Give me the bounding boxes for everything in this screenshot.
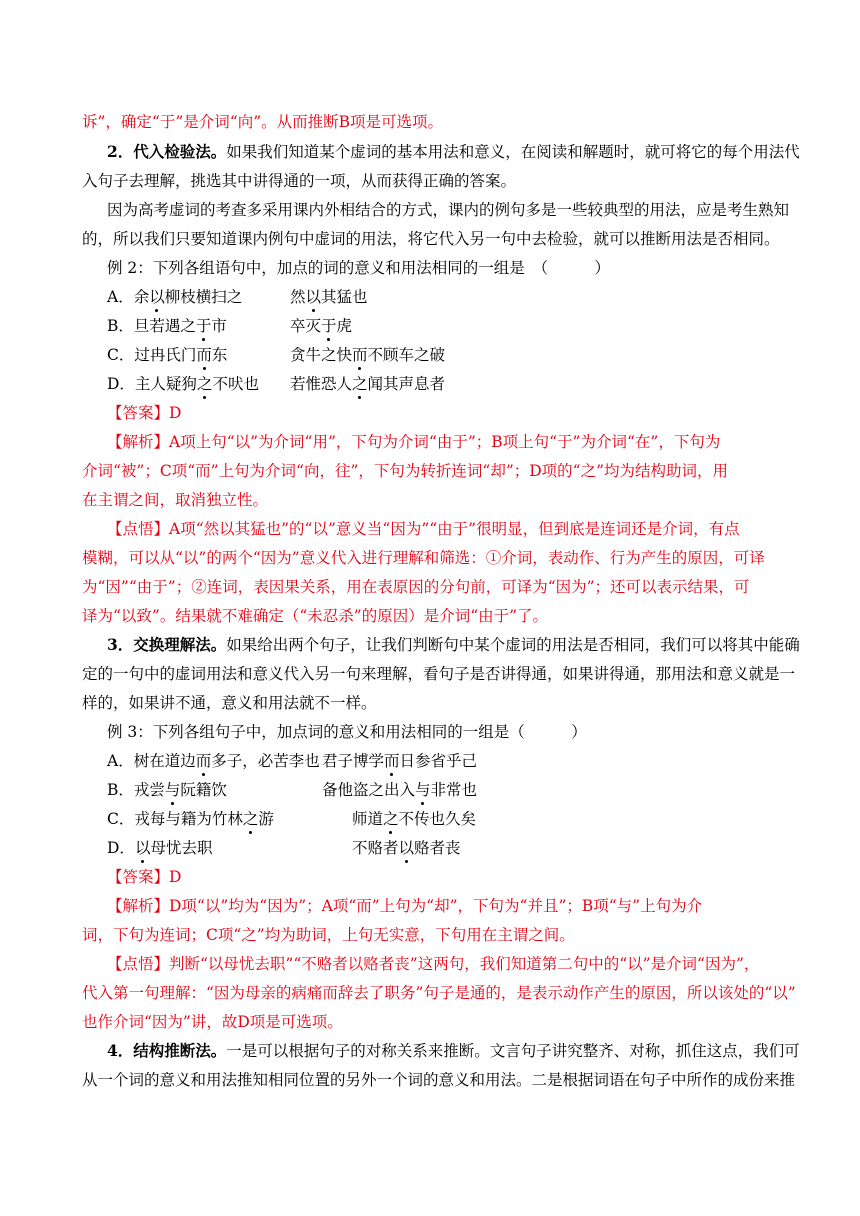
- ex3-answer: 【答案】D: [107, 868, 182, 886]
- emphasis-dot-char: 之: [352, 375, 368, 393]
- emphasis-dot-char: 以: [305, 288, 322, 306]
- emphasis-dot-char: 而: [384, 752, 400, 770]
- ex3-option-b-left: B．戎尝与阮籍饮: [107, 781, 227, 799]
- emphasis-dot-char: 之: [242, 810, 259, 828]
- ex3-option-a-right: 君子博学而日参省乎己: [322, 752, 478, 770]
- method-2-line-3: 因为高考虚词的考查多采用课内外相结合的方式，课内的例句多是一些较典型的用法，应是考生熟知: [107, 201, 790, 219]
- ex2-option-b-left: B．旦若遇之于市: [107, 317, 227, 335]
- emphasis-dot-char: 之: [196, 375, 213, 393]
- ex2-insight-line-1: 【点悟】A项“然以其猛也”的“以”意义当“因为”“由于”很明显，但到底是连词还是介词，有点: [107, 520, 740, 538]
- ex2-option-b-right: 卒灭于虎: [290, 317, 353, 335]
- emphasis-dot-char: 之: [383, 810, 399, 828]
- ex3-insight-line-2: 代入第一句理解：“因为母亲的病痛而辞去了职务”句子是通的，是表示动作产生的原因，所以该处的“以”: [82, 984, 796, 1002]
- emphasis-dot-char: 以: [398, 839, 415, 857]
- ex2-explanation-line-2: 介词“被”；C项“而”上句为介词“向，往”，下句为转折连词“却”；D项的“之”均为结构助词，用: [82, 462, 729, 480]
- method-4-line-1: 4．结构推断法。一是可以根据句子的对称关系来推断。文言句子讲究整齐、对称，抓住这点，我们可: [107, 1041, 800, 1060]
- method-3-title: 3．交换理解法。: [107, 635, 227, 654]
- emphasis-dot-char: 以: [134, 839, 151, 857]
- emphasis-dot-char: 而: [195, 752, 212, 770]
- ex3-option-a-left: A．树在道边而多子，必苦李也: [107, 752, 320, 770]
- emphasis-dot-char: 而: [352, 346, 368, 364]
- ex3-explanation-line-1: 【解析】D项“以”均为“因为”；A项“而”上句为“却”，下句为“并且”；B项“与”上句为介: [107, 897, 703, 915]
- method-4-line-2: 从一个词的意义和用法推知相同位置的另外一个词的意义和用法。二是根据词语在句子中所作的成份来推: [82, 1071, 796, 1089]
- ex2-option-a-left: A．余以柳枝横扫之: [107, 288, 243, 306]
- ex3-option-d-right: 不赂者以赂者丧: [352, 839, 461, 857]
- emphasis-dot-char: 而: [196, 346, 212, 364]
- ex2-option-d-right: 若惟恐人之闻其声息者: [290, 375, 446, 393]
- method-3-line-2: 定的一句中的虚词用法和意义代入另一句来理解，看句子是否讲得通，如果讲得通，那用法和意义就是一: [82, 665, 796, 683]
- emphasis-dot-char: 于: [321, 317, 337, 335]
- ex2-option-c-right: 贪牛之快而不顾车之破: [290, 346, 446, 364]
- method-3-line-3: 样的，如果讲不通，意义和用法就不一样。: [82, 694, 377, 712]
- ex2-answer: 【答案】D: [107, 404, 182, 422]
- ex3-explanation-line-2: 词，下句为连词；C项“之”均为助词，上句无实意，下句用在主谓之间。: [82, 926, 575, 944]
- method-2-line-1: 2．代入检验法。如果我们知道某个虚词的基本用法和意义，在阅读和解题时，就可将它的每个用法代: [107, 142, 800, 161]
- ex3-insight-line-3: 也作介词“因为”讲，故D项是可选项。: [82, 1013, 343, 1031]
- ex3-option-c-right: 师道之不传也久矣: [352, 810, 477, 828]
- emphasis-dot-char: 与: [415, 781, 431, 799]
- emphasis-dot-char: 于: [195, 317, 212, 335]
- ex2-explanation-line-3: 在主谓之间，取消独立性。: [82, 491, 269, 509]
- ex2-option-a-right: 然以其猛也: [290, 288, 368, 306]
- paragraph-continuation: 诉”，确定“于”是介词“向”。从而推断B项是可选项。: [82, 113, 444, 131]
- method-3-line-1: 3．交换理解法。如果给出两个句子，让我们判断句中某个虚词的用法是否相同，我们可以将其中能确: [107, 635, 800, 654]
- ex3-option-c-left: C．戎每与籍为竹林之游: [107, 810, 274, 828]
- ex3-option-d-left: D．以母忧去职: [107, 839, 213, 857]
- method-2-line-4: 的，所以我们只要知道课内例句中虚词的用法，将它代入另一句中去检验，就可以推断用法是否相同。: [82, 230, 780, 248]
- ex2-insight-line-3: 为“因”“由于”；②连词，表因果关系，用在表原因的分句前，可译为“因为”；还可以表示结果，可: [82, 578, 750, 596]
- emphasis-dot-char: 以: [149, 288, 165, 306]
- method-4-title: 4．结构推断法。: [107, 1041, 227, 1060]
- ex2-option-d-left: D．主人疑狗之不吠也: [107, 375, 259, 393]
- method-2-title: 2．代入检验法。: [107, 142, 227, 161]
- example-2-stem: 例 2：下列各组语句中，加点的词的意义和用法相同的一组是 （ ）: [107, 259, 611, 277]
- ex3-insight-line-1: 【点悟】判断“以母忧去职”“不赂者以赂者丧”这两句，我们知道第二句中的“以”是介词“因为”，: [107, 955, 760, 973]
- ex2-option-c-left: C．过冉氏门而东: [107, 346, 228, 364]
- ex3-option-b-right: 备他盗之出入与非常也: [322, 781, 478, 799]
- method-2-line-2: 入句子去理解，挑选其中讲得通的一项，从而获得正确的答案。: [82, 172, 517, 190]
- example-3-stem: 例 3：下列各组句子中，加点词的意义和用法相同的一组是（ ）: [107, 723, 587, 741]
- ex2-insight-line-4: 译为“以致”。结果就不难确定（“未忍杀”的原因）是介词“由于”了。: [82, 607, 549, 625]
- ex2-explanation-line-1: 【解析】A项上句“以”为介词“用”，下句为介词“由于”；B项上句“于”为介词“在”，下句为: [107, 433, 721, 451]
- ex2-insight-line-2: 模糊，可以从“以”的两个“因为”意义代入进行理解和筛选：①介词，表动作、行为产生的原因，可译: [82, 549, 765, 567]
- emphasis-dot-char: 与: [164, 781, 181, 799]
